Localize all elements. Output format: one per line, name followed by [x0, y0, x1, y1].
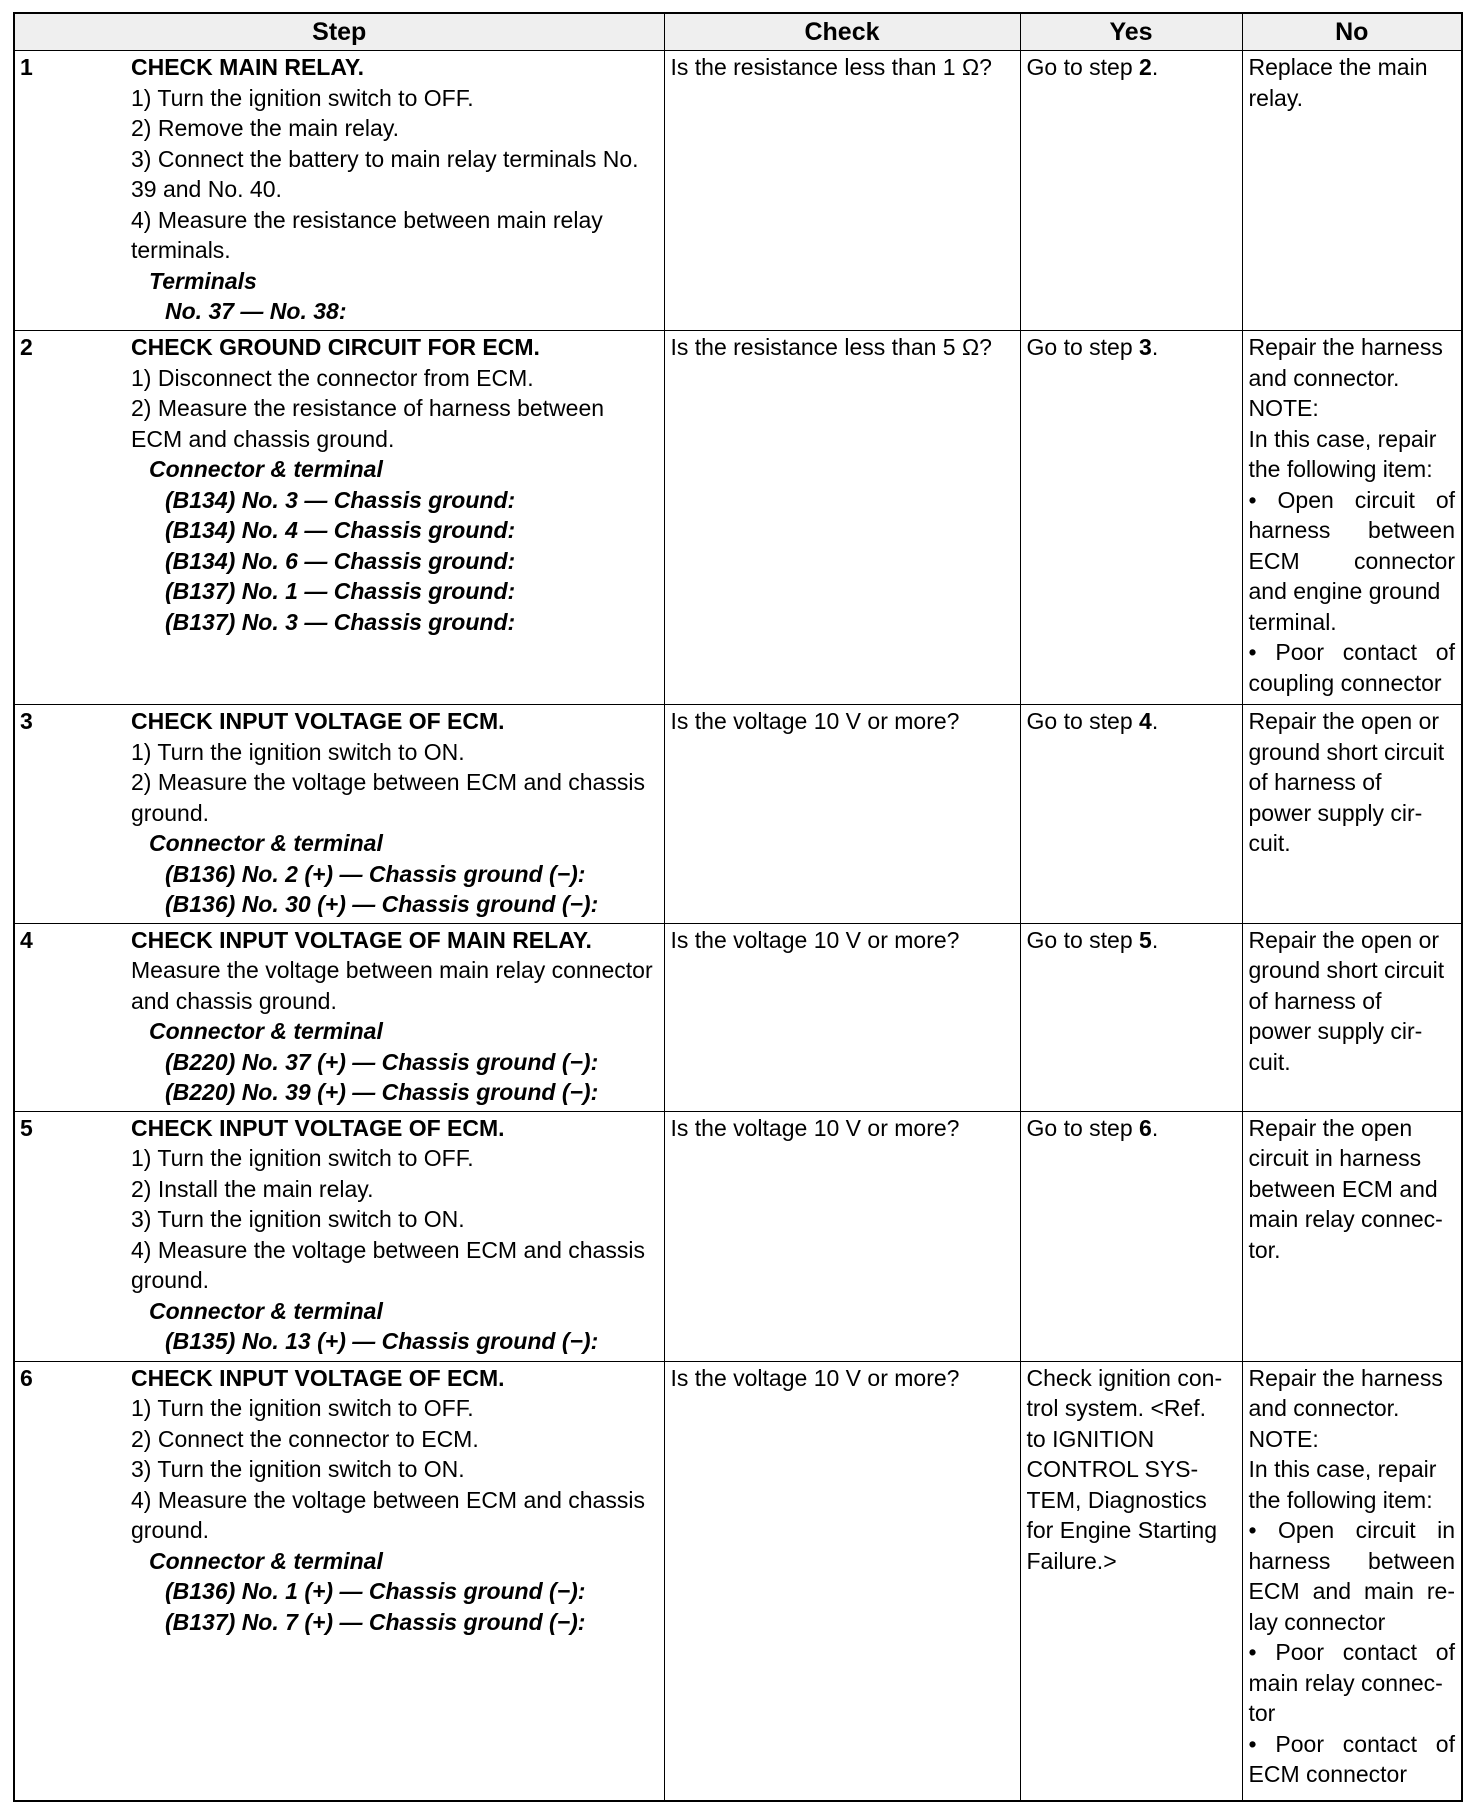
instruction-line: 1) Turn the ignition switch to OFF. [131, 1145, 474, 1171]
spec-item: (B137) No. 1 — Chassis ground: [165, 578, 516, 604]
step-title: CHECK MAIN RELAY. [131, 54, 365, 80]
instruction-line: 3) Turn the ignition switch to ON. [131, 1206, 465, 1232]
step-title: CHECK INPUT VOLTAGE OF MAIN RELAY. [131, 926, 592, 953]
no-line: Repair the harness [1248, 334, 1443, 360]
yes-line: TEM, Diagnostics [1026, 1486, 1207, 1513]
no-line: lay connector [1248, 1608, 1386, 1635]
no-cell [1242, 331, 1462, 705]
spec-heading: Connector & terminal [149, 456, 383, 482]
no-line: Repair the open or [1248, 926, 1440, 953]
yes-line: to IGNITION [1026, 1425, 1155, 1452]
header-no: No [1242, 13, 1462, 51]
yes-cell [1020, 1111, 1242, 1361]
no-line: power supply cir- [1248, 1018, 1423, 1044]
yes-prefix: Go to step [1026, 1114, 1140, 1141]
step-cell [14, 51, 664, 331]
check-cell: Is the voltage 10 V or more? [664, 1111, 1020, 1361]
no-line: ground short circuit [1248, 957, 1445, 983]
no-line: NOTE: [1248, 1425, 1319, 1452]
spec-item: (B136) No. 2 (+) — Chassis ground (−): [165, 860, 586, 887]
instruction-line: 1) Disconnect the connector from ECM. [131, 364, 534, 391]
yes-cell [1020, 1361, 1242, 1801]
yes-step-ref: 5 [1139, 926, 1152, 953]
spec-heading: Connector & terminal [149, 830, 383, 856]
instruction-line: 4) Measure the resistance between main relay terminals. [131, 206, 603, 263]
instruction-line: 4) Measure the voltage between ECM and chassis ground. [131, 1236, 645, 1293]
step-number: 1 [20, 54, 33, 80]
header-yes: Yes [1020, 13, 1242, 51]
instruction-line: 2) Measure the voltage between ECM and chassis ground. [131, 769, 645, 826]
no-line: relay. [1248, 84, 1304, 111]
no-line: and connector. [1248, 364, 1400, 391]
yes-cell [1020, 705, 1242, 924]
spec-heading: Connector & terminal [149, 1547, 383, 1574]
no-line: cuit. [1248, 1048, 1291, 1075]
no-line: ECM connector [1248, 1761, 1408, 1787]
no-line: • Open circuit of [1248, 486, 1455, 513]
no-line: Repair the open or [1248, 708, 1440, 734]
spec-item: (B220) No. 37 (+) — Chassis ground (−): [165, 1048, 599, 1075]
yes-cell [1020, 923, 1242, 1111]
table-row [14, 1361, 1462, 1801]
no-line: • Poor contact of [1248, 1639, 1455, 1665]
no-line: Repair the open [1248, 1114, 1413, 1141]
check-cell: Is the resistance less than 1 Ω? [664, 51, 1020, 331]
no-line: Repair the harness [1248, 1364, 1443, 1391]
spec-heading: Terminals [149, 267, 257, 294]
step-cell [14, 1111, 664, 1361]
no-line: ECM connector [1248, 547, 1455, 574]
no-line: tor. [1248, 1236, 1281, 1263]
no-line: NOTE: [1248, 395, 1319, 421]
instruction-line: 2) Connect the connector to ECM. [131, 1425, 479, 1452]
instruction-line: 1) Turn the ignition switch to ON. [131, 738, 465, 765]
table-row [14, 923, 1462, 1111]
spec-item: (B134) No. 6 — Chassis ground: [165, 547, 516, 574]
yes-prefix: Go to step [1026, 708, 1140, 734]
no-line: circuit in harness [1248, 1145, 1422, 1171]
no-line: harness between [1248, 517, 1455, 543]
instruction-line: 3) Connect the battery to main relay terminals No. 39 and No. 40. [131, 145, 639, 202]
no-line: In this case, repair [1248, 425, 1437, 452]
yes-line: trol system. <Ref. [1026, 1395, 1207, 1421]
step-number: 2 [20, 334, 33, 360]
yes-line: Failure.> [1026, 1547, 1117, 1574]
yes-cell [1020, 51, 1242, 331]
spec-item: (B135) No. 13 (+) — Chassis ground (−): [165, 1328, 599, 1354]
yes-suffix: . [1151, 708, 1159, 734]
diagnostic-table [13, 12, 1463, 1802]
step-title: CHECK GROUND CIRCUIT FOR ECM. [131, 334, 540, 360]
no-line: terminal. [1248, 608, 1337, 635]
yes-line: Check ignition con- [1026, 1364, 1223, 1391]
no-line: ECM and main re- [1248, 1578, 1455, 1604]
yes-step-ref: 6 [1139, 1114, 1152, 1141]
no-cell [1242, 705, 1462, 924]
no-cell [1242, 51, 1462, 331]
table-row [14, 331, 1462, 705]
no-line: of harness of [1248, 769, 1382, 795]
instruction-line: 3) Turn the ignition switch to ON. [131, 1456, 465, 1482]
step-cell [14, 923, 664, 1111]
no-line: the following item: [1248, 1486, 1433, 1513]
no-line: • Poor contact of [1248, 639, 1455, 665]
instruction-line: 1) Turn the ignition switch to OFF. [131, 1395, 474, 1421]
spec-item: (B137) No. 7 (+) — Chassis ground (−): [165, 1608, 586, 1635]
yes-suffix: . [1151, 926, 1159, 953]
instruction-line: Measure the voltage between main relay connector and chassis ground. [131, 957, 653, 1014]
yes-suffix: . [1151, 1114, 1159, 1141]
yes-suffix: . [1151, 54, 1159, 80]
table-row [14, 51, 1462, 331]
check-cell: Is the resistance less than 5 Ω? [664, 331, 1020, 705]
no-line: • Open circuit in [1248, 1517, 1455, 1543]
no-line: and connector. [1248, 1395, 1400, 1421]
yes-prefix: Go to step [1026, 926, 1140, 953]
instruction-line: 4) Measure the voltage between ECM and chassis ground. [131, 1486, 645, 1543]
spec-item: No. 37 — No. 38: [165, 298, 347, 324]
step-title: CHECK INPUT VOLTAGE OF ECM. [131, 708, 505, 734]
yes-prefix: Go to step [1026, 54, 1140, 80]
step-cell [14, 705, 664, 924]
yes-step-ref: 2 [1139, 54, 1152, 80]
header-step: Step [14, 13, 664, 51]
yes-step-ref: 3 [1139, 334, 1152, 360]
no-line: harness between [1248, 1547, 1455, 1574]
check-cell: Is the voltage 10 V or more? [664, 1361, 1020, 1801]
instruction-line: 2) Remove the main relay. [131, 115, 400, 141]
no-line: power supply cir- [1248, 799, 1423, 826]
no-cell [1242, 923, 1462, 1111]
check-cell: Is the voltage 10 V or more? [664, 923, 1020, 1111]
no-line: the following item: [1248, 456, 1433, 482]
no-line: cuit. [1248, 830, 1291, 856]
spec-heading: Connector & terminal [149, 1018, 383, 1044]
no-line: tor [1248, 1700, 1276, 1726]
no-line: main relay connec- [1248, 1206, 1443, 1232]
spec-item: (B136) No. 1 (+) — Chassis ground (−): [165, 1578, 586, 1604]
no-line: • Poor contact of [1248, 1730, 1455, 1757]
yes-step-ref: 4 [1139, 708, 1152, 734]
spec-item: (B220) No. 39 (+) — Chassis ground (−): [165, 1079, 599, 1105]
check-cell: Is the voltage 10 V or more? [664, 705, 1020, 924]
yes-line: CONTROL SYS- [1026, 1456, 1199, 1482]
step-cell [14, 331, 664, 705]
no-line: Replace the main [1248, 54, 1428, 80]
yes-prefix: Go to step [1026, 334, 1140, 360]
no-cell [1242, 1361, 1462, 1801]
no-line: between ECM and [1248, 1175, 1438, 1202]
table-row [14, 1111, 1462, 1361]
no-line: and engine ground [1248, 578, 1441, 604]
spec-item: (B136) No. 30 (+) — Chassis ground (−): [165, 891, 599, 917]
yes-line: for Engine Starting [1026, 1517, 1218, 1543]
yes-cell [1020, 331, 1242, 705]
step-title: CHECK INPUT VOLTAGE OF ECM. [131, 1114, 505, 1141]
step-number: 4 [20, 926, 33, 953]
spec-item: (B137) No. 3 — Chassis ground: [165, 608, 516, 635]
no-cell [1242, 1111, 1462, 1361]
instruction-line: 2) Measure the resistance of harness between ECM and chassis ground. [131, 395, 605, 452]
header-check: Check [664, 13, 1020, 51]
instruction-line: 2) Install the main relay. [131, 1175, 374, 1202]
yes-suffix: . [1151, 334, 1159, 360]
spec-item: (B134) No. 3 — Chassis ground: [165, 486, 516, 513]
no-line: coupling connector [1248, 669, 1442, 696]
no-line: ground short circuit [1248, 738, 1445, 765]
no-line: In this case, repair [1248, 1456, 1437, 1482]
spec-item: (B134) No. 4 — Chassis ground: [165, 517, 516, 543]
no-line: of harness of [1248, 987, 1382, 1014]
step-number: 3 [20, 708, 33, 734]
header-row [14, 13, 1462, 51]
step-title: CHECK INPUT VOLTAGE OF ECM. [131, 1364, 505, 1391]
spec-heading: Connector & terminal [149, 1297, 383, 1324]
instruction-line: 1) Turn the ignition switch to OFF. [131, 84, 474, 111]
step-cell [14, 1361, 664, 1801]
table-row [14, 705, 1462, 924]
step-number: 5 [20, 1114, 33, 1141]
step-number: 6 [20, 1364, 33, 1391]
no-line: main relay connec- [1248, 1669, 1443, 1696]
